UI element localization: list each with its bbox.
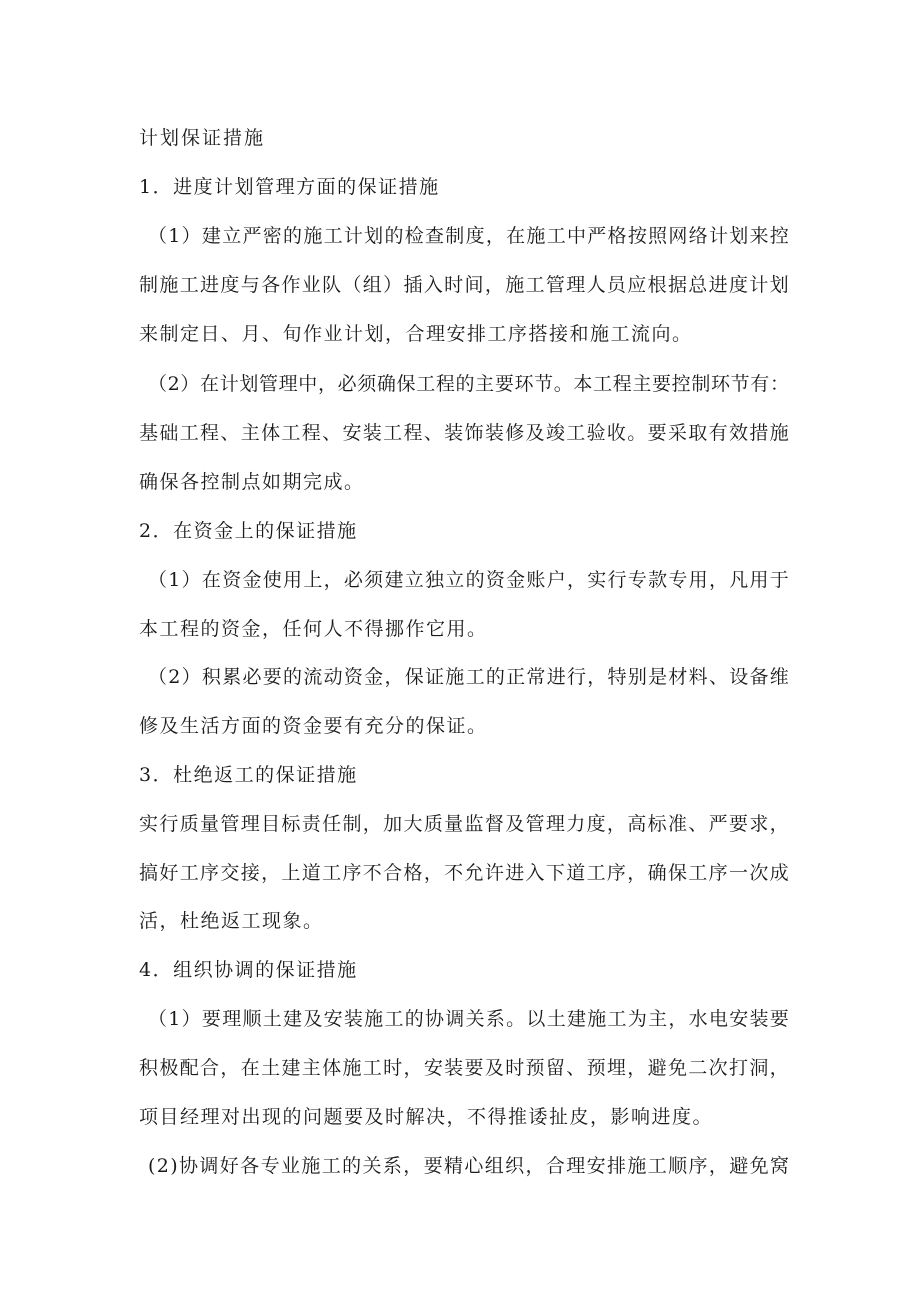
paragraph-line: （2）在计划管理中，必须确保工程的主要环节。本工程主要控制环节有：: [148, 373, 790, 395]
paragraph-line: （1）建立严密的施工计划的检查制度，在施工中严格按照网络计划来控: [148, 225, 791, 247]
paragraph-line: 基础工程、主体工程、安装工程、装饰装修及竣工验收。要采取有效措施: [139, 422, 791, 444]
paragraph-line: （1）在资金使用上，必须建立独立的资金账户，实行专款专用，凡用于: [148, 569, 791, 591]
section-heading-1: 1．进度计划管理方面的保证措施: [139, 176, 440, 198]
paragraph-line: 项目经理对出现的问题要及时解决，不得推诿扯皮，影响进度。: [139, 1106, 714, 1128]
paragraph-line: (2)协调好各专业施工的关系，要精心组织，合理安排施工顺序，避免窝: [148, 1155, 791, 1177]
paragraph-line: 搞好工序交接，上道工序不合格，不允许进入下道工序，确保工序一次成: [139, 862, 791, 884]
paragraph-line: 制施工进度与各作业队（组）插入时间，施工管理人员应根据总进度计划: [139, 274, 791, 296]
section-heading-2: 2．在资金上的保证措施: [139, 520, 358, 542]
paragraph-line: （1）要理顺土建及安装施工的协调关系。以土建施工为主，水电安装要: [148, 1008, 791, 1030]
paragraph-line: 来制定日、月、旬作业计划，合理安排工序搭接和施工流向。: [139, 323, 693, 345]
page-title: 计划保证措施: [139, 127, 266, 149]
paragraph-line: 活，杜绝返工现象。: [139, 910, 324, 932]
section-heading-3: 3．杜绝返工的保证措施: [139, 764, 358, 786]
paragraph-line: 确保各控制点如期完成。: [139, 471, 365, 493]
paragraph-line: 积极配合，在土建主体施工时，安装要及时预留、预埋，避免二次打洞，: [139, 1057, 791, 1079]
paragraph-line: 本工程的资金，任何人不得挪作它用。: [139, 618, 488, 640]
paragraph-line: （2）积累必要的流动资金，保证施工的正常进行，特别是材料、设备维: [148, 666, 791, 688]
section-heading-4: 4．组织协调的保证措施: [139, 959, 358, 981]
paragraph-line: 修及生活方面的资金要有充分的保证。: [139, 715, 488, 737]
paragraph-line: 实行质量管理目标责任制，加大质量监督及管理力度，高标准、严要求，: [139, 813, 791, 835]
